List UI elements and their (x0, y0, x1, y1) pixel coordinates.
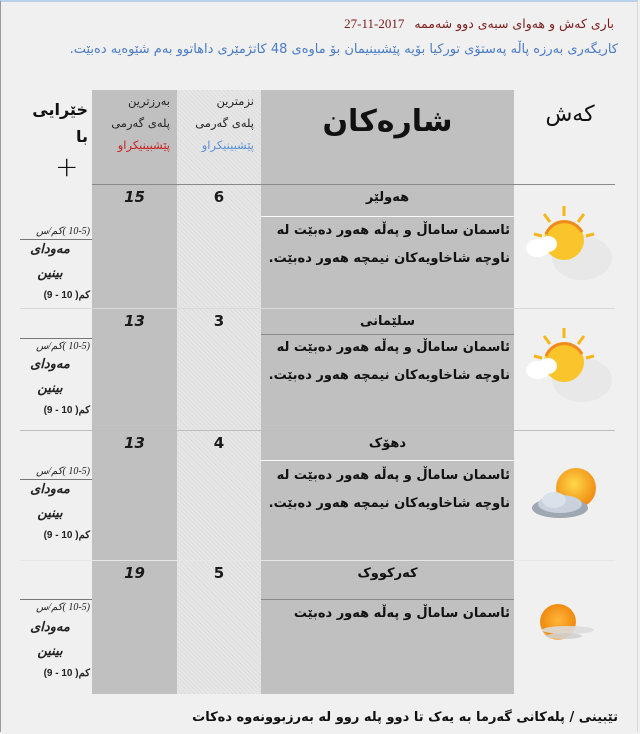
row-divider (20, 308, 615, 309)
min-temp-value: 6 (213, 188, 225, 206)
min-temp-value: 4 (213, 434, 225, 452)
visibility-label-2: بینین (37, 644, 63, 659)
visibility-label-2: بینین (37, 381, 63, 396)
row-divider (20, 560, 615, 561)
visibility-label: مەودای (30, 357, 70, 372)
title-text: باری کەش و هەوای سبەی دوو شەممە (414, 16, 614, 31)
visibility-label-2: بینین (37, 266, 63, 281)
max-header-line2: پلەی گەرمی (111, 116, 170, 130)
max-temp-value: 13 (124, 434, 145, 452)
forecast-table (0, 90, 640, 694)
city-name: دهۆک (368, 436, 407, 451)
visibility-value: (9 - 10 )کم (43, 530, 90, 541)
row-divider (20, 430, 615, 431)
min-temp-column (177, 90, 261, 694)
weather-header: کەش (545, 102, 595, 127)
partly-cloudy-sun-icon (524, 322, 614, 412)
wind-divider (20, 479, 92, 480)
plus-icon: + (55, 150, 79, 183)
wind-divider (20, 599, 92, 600)
max-temp-value: 19 (124, 564, 145, 582)
visibility-label: مەودای (30, 620, 70, 635)
weather-description: ئاسمان ساماڵ و پەڵە هەور دەبێت لە ناوچە شاخاویەکان نیمچە هەور دەبێت. (268, 223, 510, 266)
min-temp-value: 5 (213, 564, 225, 582)
wind-header-line2: با (75, 127, 88, 146)
max-temp-value: 15 (124, 188, 145, 206)
wind-speed-value: (10-5 )کم/س (36, 602, 90, 613)
visibility-value: (9 - 10 )کم (43, 290, 90, 301)
header-divider (92, 184, 615, 185)
min-temp-header (190, 90, 254, 156)
min-temp-value: 3 (213, 312, 225, 330)
hazy-sun-icon (524, 576, 614, 666)
visibility-label: مەودای (30, 242, 70, 257)
max-temp-header (110, 90, 170, 156)
wind-speed-header (30, 96, 88, 150)
city-divider (261, 460, 514, 461)
max-temp-value: 13 (124, 312, 145, 330)
city-name: هەولێر (365, 190, 410, 205)
max-temp-column (92, 90, 177, 694)
cities-header: شارەکان (322, 104, 453, 139)
min-header-line2: پلەی گەرمی (195, 116, 254, 130)
wind-divider (20, 338, 92, 339)
min-header-line1: نزمترین (216, 94, 254, 108)
weather-description: ئاسمان ساماڵ و پەڵە هەور دەبێت لە ناوچە شاخاویەکان نیمچە هەور دەبێت. (268, 468, 510, 511)
city-name: سلێمانی (359, 314, 416, 329)
max-header-line3: پێشبینیکراو (117, 138, 170, 152)
visibility-value: (9 - 10 )کم (43, 405, 90, 416)
visibility-label-2: بینین (37, 506, 63, 521)
forecast-summary: کاریگەری بەرزە پاڵە پەستۆی تورکیا بۆیە پێشبینیمان بۆ ماوەی 48 کاتژمێری داهاتوو بەم شێوەیە دەبێت. (69, 42, 618, 57)
min-header-line3: پێشبینیکراو (201, 138, 254, 152)
wind-speed-value: (10-5 )کم/س (36, 226, 90, 237)
wind-speed-value: (10-5 )کم/س (36, 341, 90, 352)
visibility-label: مەودای (30, 482, 70, 497)
weather-description: ئاسمان ساماڵ و پەڵە هەور دەبێت (293, 606, 510, 621)
weather-description: ئاسمان ساماڵ و پەڵە هەور دەبێت لە ناوچە شاخاویەکان نیمچە هەور دەبێت. (268, 340, 510, 383)
wind-speed-value: (10-5 )کم/س (36, 466, 90, 477)
forecast-date: 2017-11-27 (344, 16, 405, 31)
city-name: کەرکووک (357, 566, 418, 581)
sun-behind-cloud-icon (524, 454, 614, 544)
max-header-line1: بەرزترین (128, 94, 170, 108)
wind-header-line1: خێرایی (32, 100, 88, 119)
footer-note: تێبینی / پلەکانی گەرما بە یەک تا دوو پلە روو لە بەرزبوونەوە دەکات (192, 710, 618, 725)
wind-divider (20, 239, 92, 240)
visibility-value: (9 - 10 )کم (43, 668, 90, 679)
page-title (344, 16, 614, 32)
partly-cloudy-sun-icon (524, 200, 614, 290)
